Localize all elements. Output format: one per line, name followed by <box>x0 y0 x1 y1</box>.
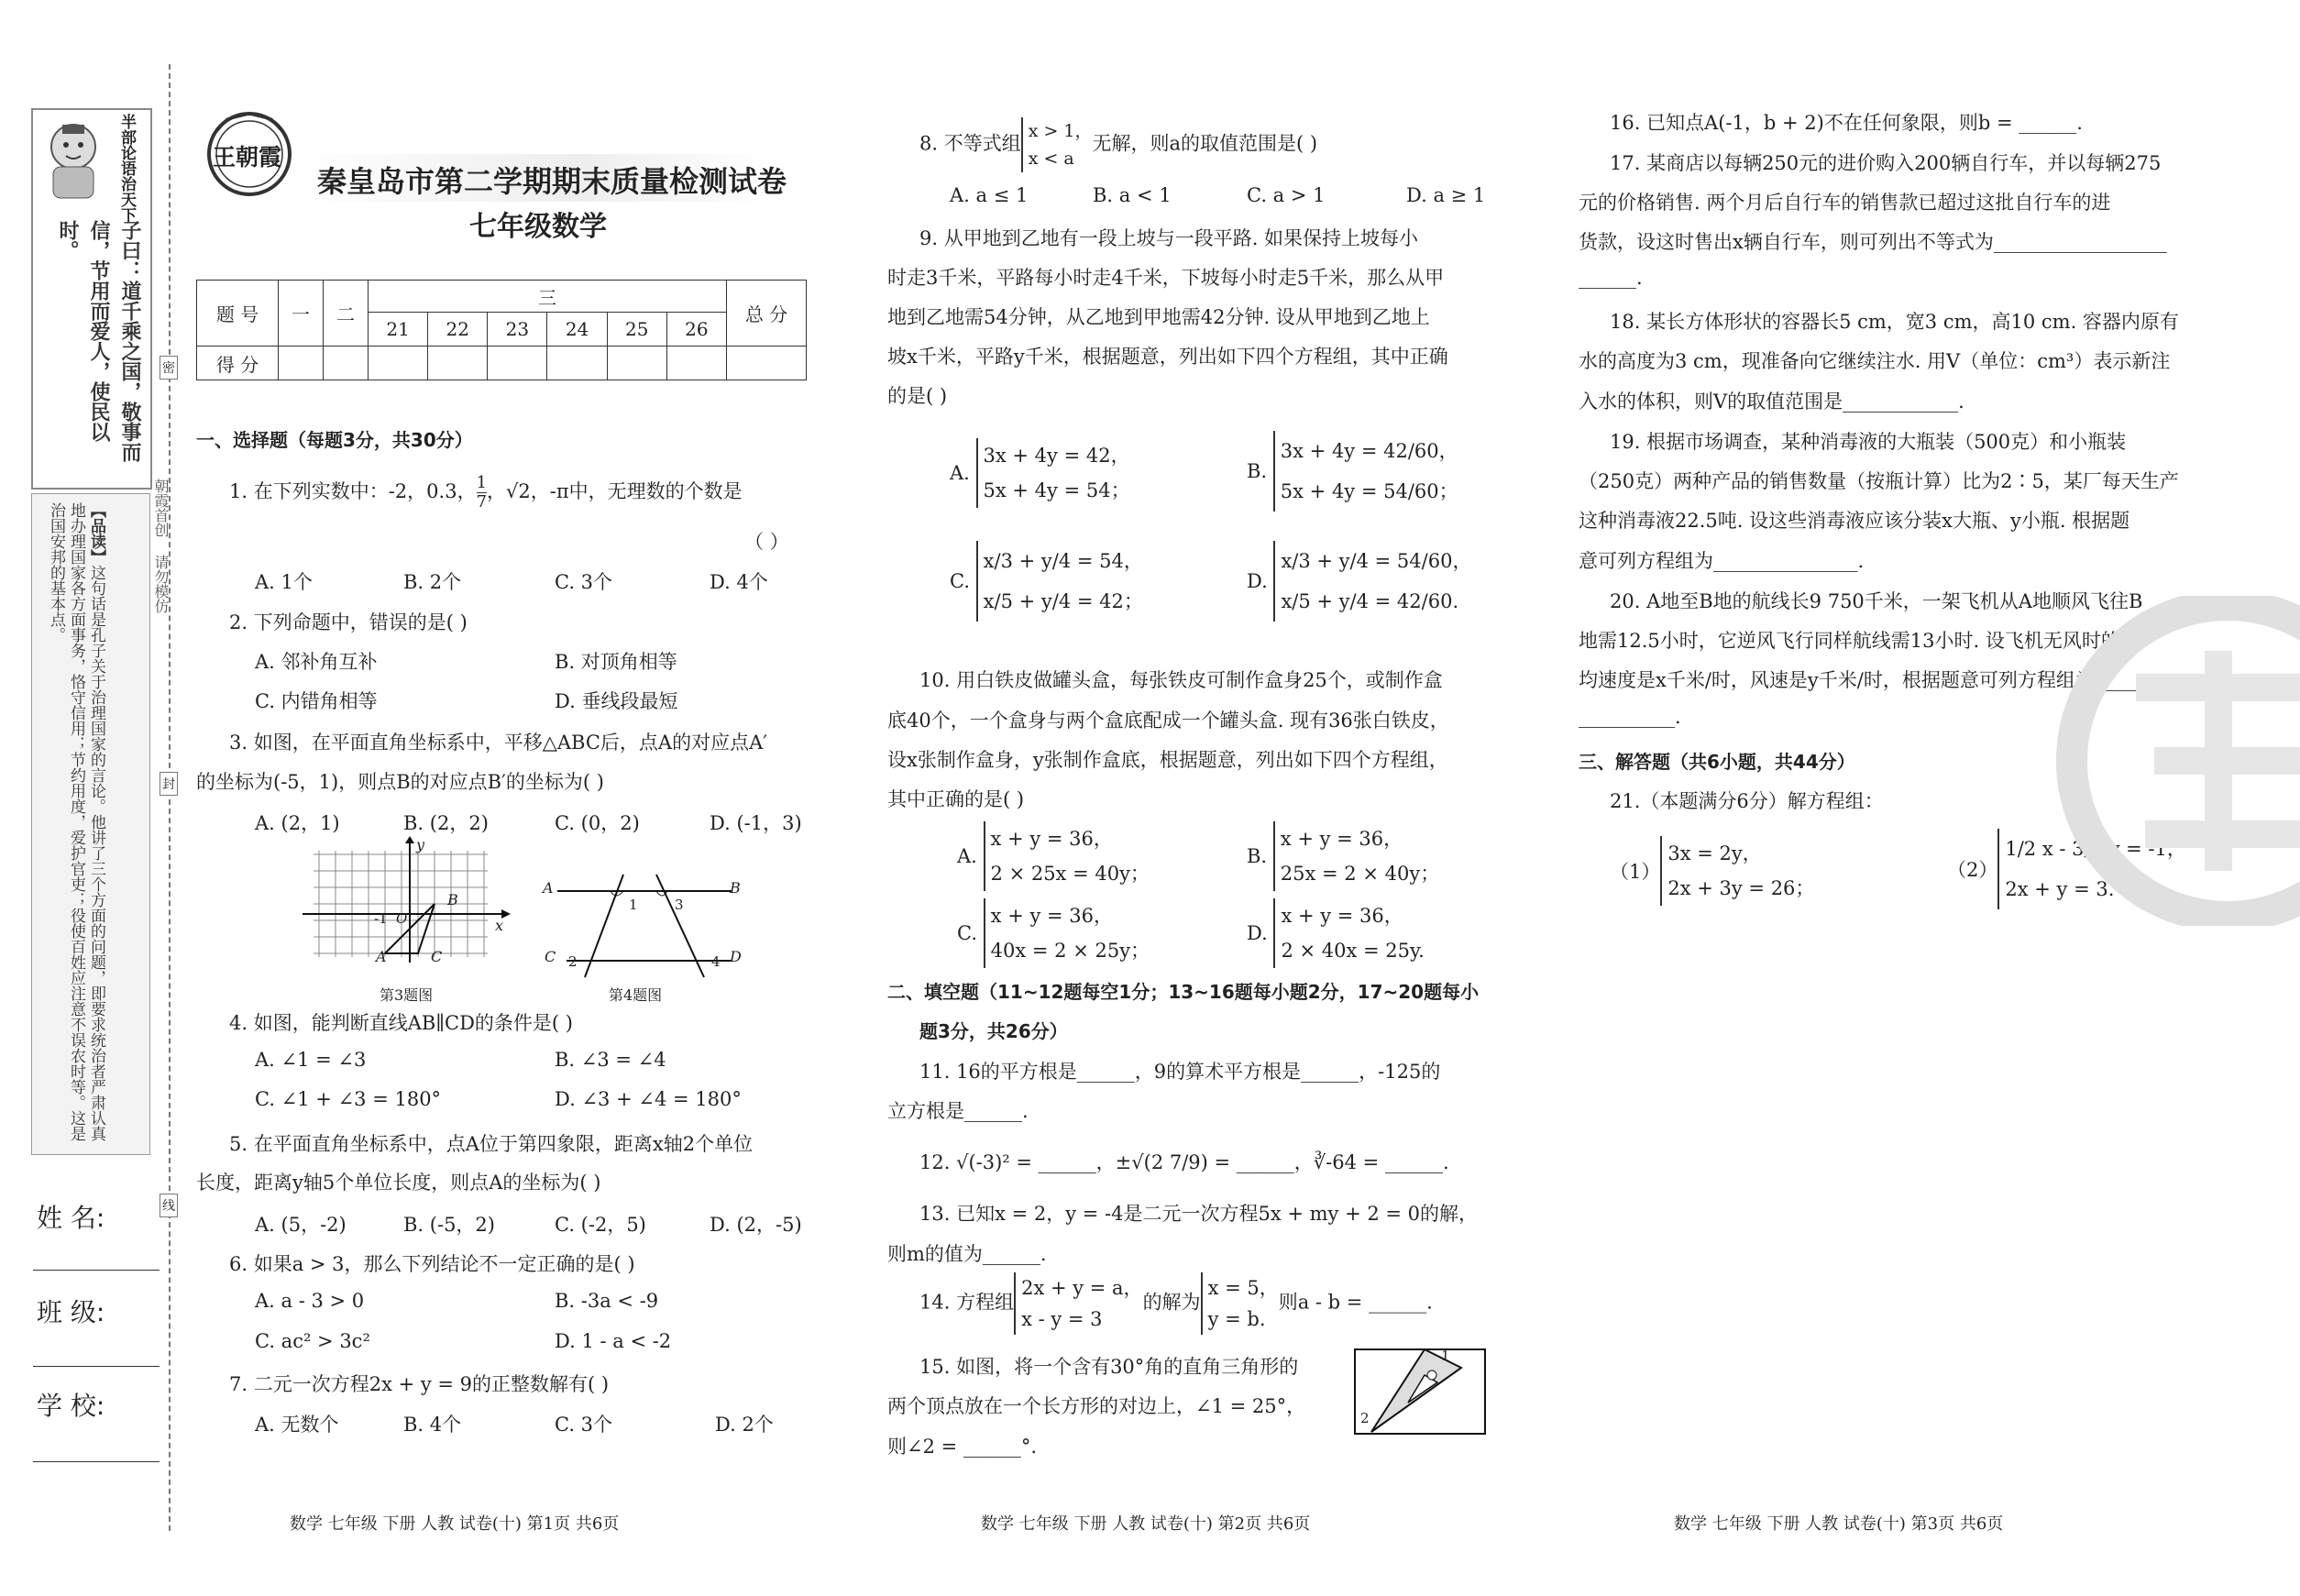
q8-option-a[interactable]: A. a ≤ 1 <box>950 184 1029 206</box>
exam-subtitle: 七年级数学 <box>469 211 607 243</box>
q4-option-d[interactable]: D. ∠3 + ∠4 = 180° <box>555 1088 742 1110</box>
q8-sys-line2: x < a <box>1028 149 1074 169</box>
score-cell[interactable] <box>547 347 607 380</box>
q18-line2: 水的高度为3 cm，现准备向它继续注水. 用V（单位：cm³）表示新注 <box>1579 350 2171 372</box>
q8-sys-line1: x > 1， <box>1028 121 1093 141</box>
q10-d-l2: 2 × 40x = 25y. <box>1281 940 1425 962</box>
q9-c-l1: x/3 + y/4 = 54， <box>983 550 1143 572</box>
score-cell[interactable] <box>369 347 428 380</box>
brand-note: 朝霞首创 请勿模仿 <box>152 479 170 613</box>
q10-option-a[interactable]: A. x + y = 36， 2 × 25x = 40y； <box>957 821 1150 891</box>
q9-b-l2: 5x + 4y = 54/60； <box>1280 480 1458 502</box>
q1-paren: （ ） <box>744 531 789 553</box>
score-num: 23 <box>488 313 547 347</box>
q10-line2: 底40个，一个盒身与两个盒底配成一个罐头盒. 现有36张白铁皮， <box>887 710 1449 732</box>
section2-heading-l2: 题3分，共26分） <box>919 1020 1068 1042</box>
q10-c-l2: 40x = 2 × 25y； <box>990 940 1150 962</box>
fig4-label-a: A <box>543 879 554 897</box>
q5-option-b[interactable]: B. (-5，2) <box>403 1214 495 1236</box>
score-cell[interactable] <box>607 347 666 380</box>
q7-option-d[interactable]: D. 2个 <box>715 1414 774 1436</box>
q9-option-c[interactable]: C. x/3 + y/4 = 54， x/5 + y/4 = 42； <box>950 541 1143 622</box>
q15-line2: 两个顶点放在一个长方形的对边上，∠1 = 25°， <box>887 1395 1306 1417</box>
score-cell[interactable] <box>488 347 547 380</box>
q20-line1: 20. A地至B地的航线长9 750千米，一架飞机从A地顺风飞往B <box>1610 590 2143 612</box>
q9-d-l2: x/5 + y/4 = 42/60. <box>1281 590 1459 612</box>
score-num: 21 <box>369 313 428 347</box>
fig3-label-x: x <box>495 917 504 934</box>
school-line[interactable] <box>33 1461 160 1462</box>
q14-pre: 14. 方程组 <box>919 1291 1015 1314</box>
logo-text: 王朝霞 <box>213 144 282 171</box>
q11-line1: 11. 16的平方根是______，9的算术平方根是______，-125的 <box>919 1061 1441 1083</box>
fig3-label-o: O <box>396 910 408 927</box>
q12-text: 12. √(-3)² = ______，±√(2 7/9) = ______，∛-64 = ______. <box>919 1151 1449 1173</box>
q2-text: 2. 下列命题中，错误的是( ) <box>229 611 468 633</box>
q7-option-a[interactable]: A. 无数个 <box>255 1414 339 1436</box>
binding-cut-line <box>169 64 171 1531</box>
q9-a-l1: 3x + 4y = 42， <box>983 445 1130 467</box>
score-cell[interactable] <box>324 347 369 380</box>
exam-title: 秦皇岛市第二学期期末质量检测试卷 <box>317 164 787 199</box>
q9-d-l1: x/3 + y/4 = 54/60， <box>1281 550 1472 572</box>
q20-line2: 地需12.5小时，它逆风飞行同样航线需13小时. 设飞机无风时的平 <box>1579 630 2140 652</box>
score-col-total: 总 分 <box>727 281 807 347</box>
watermark-seal-icon <box>2026 596 2300 926</box>
reading-label: 【品读】 <box>87 502 105 565</box>
score-num: 24 <box>547 313 607 347</box>
q9-option-a[interactable]: A. 3x + 4y = 42， 5x + 4y = 54； <box>950 438 1130 508</box>
q9-line3: 地到乙地需54分钟，从乙地到甲地需42分钟. 设从甲地到乙地上 <box>887 306 1430 328</box>
name-label: 姓 名: <box>37 1203 105 1233</box>
q11-line2: 立方根是______. <box>887 1100 1029 1122</box>
q2-option-b[interactable]: B. 对顶角相等 <box>555 651 677 673</box>
q3-option-a[interactable]: A. (2，1) <box>255 812 340 834</box>
q10-line4: 其中正确的是( ) <box>887 788 1025 810</box>
q9-b-system <box>1273 431 1458 512</box>
q21-part1 <box>1610 836 1814 906</box>
q1-text <box>229 474 743 512</box>
q14-sol-l1: x = 5， <box>1207 1277 1279 1299</box>
q7-option-b[interactable]: B. 4个 <box>403 1414 462 1436</box>
fig15-angle-1: 1 <box>1441 1348 1450 1364</box>
reading-text <box>46 502 106 1144</box>
q21-1-l2: 2x + 3y = 26； <box>1667 877 1815 899</box>
q1-frac-num: 1 <box>476 473 488 492</box>
q10-option-c[interactable]: C. x + y = 36， 40x = 2 × 25y； <box>957 898 1150 968</box>
q1-option-d[interactable]: D. 4个 <box>710 571 768 593</box>
q16-text: 16. 已知点A(-1，b + 2)不在任何象限，则b = ______. <box>1610 112 2083 134</box>
q14-mid: 的解为 <box>1142 1291 1201 1314</box>
q13-line2: 则m的值为______. <box>887 1243 1047 1265</box>
q9-line2: 时走3千米，平路每小时走4千米，下坡每小时走5千米，那么从甲 <box>887 267 1445 289</box>
q7-option-c[interactable]: C. 3个 <box>555 1414 613 1436</box>
q1-option-b[interactable]: B. 2个 <box>403 571 462 593</box>
fig4-angle-4: 4 <box>711 953 721 970</box>
q10-d-system <box>1273 898 1424 968</box>
seal-mark-2: 封 <box>160 772 178 796</box>
q9-line4: 坡x千米，平路y千米，根据题意，列出如下四个方程组，其中正确 <box>887 346 1448 368</box>
q6-text: 6. 如果a > 3，那么下列结论不一定正确的是( ) <box>229 1253 635 1275</box>
fig4-angle-1: 1 <box>629 897 638 913</box>
q17-line1: 17. 某商店以每辆250元的进价购入200辆自行车，并以每辆275 <box>1610 152 2162 174</box>
q18-line1: 18. 某长方体形状的容器长5 cm，宽3 cm，高10 cm. 容器内原有 <box>1610 311 2179 333</box>
fig3-label-a: A <box>376 948 387 965</box>
q10-option-d[interactable]: D. x + y = 36， 2 × 40x = 25y. <box>1247 898 1425 968</box>
fig3-caption: 第3题图 <box>380 986 434 1004</box>
q21-2-label: （2） <box>1947 859 1998 881</box>
q4-option-b[interactable]: B. ∠3 = ∠4 <box>555 1049 666 1071</box>
q19-line3: 这种消毒液22.5吨. 设这些消毒液应该分装x大瓶、y小瓶. 根据题 <box>1579 510 2130 532</box>
q14-sys-l1: 2x + y = a， <box>1021 1277 1143 1299</box>
q10-a-l1: x + y = 36， <box>990 828 1113 850</box>
fig4-label-d: D <box>730 948 742 965</box>
q10-d-l1: x + y = 36， <box>1281 905 1403 927</box>
class-line[interactable] <box>33 1366 160 1367</box>
q10-c-system <box>984 898 1150 968</box>
section3-heading: 三、解答题（共6小题，共44分） <box>1579 751 1855 773</box>
q9-b-l1: 3x + 4y = 42/60， <box>1280 440 1458 462</box>
q3-line2: 的坐标为(-5，1)，则点B的对应点B′的坐标为( ) <box>196 771 604 793</box>
q8-option-b[interactable]: B. a < 1 <box>1093 184 1172 206</box>
q5-option-a[interactable]: A. (5，-2) <box>255 1214 347 1236</box>
q9-c-l2: x/5 + y/4 = 42； <box>983 590 1143 612</box>
footer-page3: 数学 七年级 下册 人教 试卷(十) 第3页 共6页 <box>1674 1514 2004 1534</box>
score-cell[interactable] <box>279 347 324 380</box>
q1-rest: ，√2，-π中，无理数的个数是 <box>487 480 743 502</box>
q1-fraction <box>477 474 487 512</box>
q5-option-d[interactable]: D. (2，-5) <box>710 1214 802 1236</box>
q1-frac-den: 7 <box>476 492 488 512</box>
class-label: 班 级: <box>37 1297 105 1327</box>
cartoon-avatar <box>35 112 112 204</box>
q9-d-system <box>1273 541 1471 622</box>
q14-sys-l2: x - y = 3 <box>1021 1308 1103 1330</box>
q14-post: 则a - b = ______. <box>1278 1291 1433 1314</box>
q14-system <box>1014 1272 1142 1335</box>
q4-option-a[interactable]: A. ∠1 = ∠3 <box>255 1049 367 1071</box>
q10-b-l2: 25x = 2 × 40y； <box>1280 863 1440 885</box>
q10-b-l1: x + y = 36， <box>1280 828 1403 850</box>
fig15-angle-2: 2 <box>1360 1410 1370 1426</box>
q6-option-d[interactable]: D. 1 - a < -2 <box>555 1330 672 1352</box>
q17-line2: 元的价格销售. 两个月后自行车的销售款已超过这批自行车的进 <box>1579 192 2111 214</box>
q10-line1: 10. 用白铁皮做罐头盒，每张铁皮可制作盒身25个，或制作盒 <box>919 669 1443 691</box>
q7-text: 7. 二元一次方程2x + y = 9的正整数解有( ) <box>229 1373 610 1395</box>
q10-option-b[interactable]: B. x + y = 36， 25x = 2 × 40y； <box>1247 821 1439 891</box>
q2-option-a[interactable]: A. 邻补角互补 <box>255 651 378 673</box>
q8-pre: 8. 不等式组 <box>919 132 1021 155</box>
fig4-label-b: B <box>730 879 741 897</box>
q10-line3: 设x张制作盒身，y张制作盒底，根据题意，列出如下四个方程组， <box>887 749 1448 771</box>
q10-a-system <box>984 821 1150 891</box>
footer-page1: 数学 七年级 下册 人教 试卷(十) 第1页 共6页 <box>290 1514 620 1534</box>
confucius-quote: 子曰：道千乘之国，敬事而信，节用而爱人，使民以时。 <box>56 220 141 462</box>
score-col-one: 一 <box>279 281 324 347</box>
q8-option-d[interactable]: D. a ≥ 1 <box>1406 184 1486 206</box>
fig3-label-c: C <box>431 948 443 965</box>
q15-line3: 则∠2 = ______°. <box>887 1436 1038 1458</box>
q2-option-c[interactable]: C. 内错角相等 <box>255 690 378 712</box>
q3-line1: 3. 如图，在平面直角坐标系中，平移△ABC后，点A的对应点A′ <box>229 732 768 754</box>
q3-option-c[interactable]: C. (0，2) <box>555 812 640 834</box>
score-header-label: 题 号 <box>197 281 279 347</box>
q18-line3: 入水的体积，则V的取值范围是____________. <box>1579 391 1964 413</box>
score-col-two: 二 <box>324 281 369 347</box>
q21-1-label: （1） <box>1610 861 1661 883</box>
figure-15-triangle <box>1353 1348 1489 1436</box>
section2-heading-l1: 二、填空题（11~12题每空1分；13~16题每小题2分，17~20题每小 <box>887 981 1480 1003</box>
q17-line4: ______. <box>1579 267 1643 289</box>
name-line[interactable] <box>33 1270 160 1271</box>
q4-option-c[interactable]: C. ∠1 + ∠3 = 180° <box>255 1088 442 1110</box>
q9-c-system <box>976 541 1143 622</box>
motto-small: 半部论语治天下 <box>117 114 136 223</box>
score-table <box>196 280 807 380</box>
q8-post: 无解，则a的取值范围是( ) <box>1092 132 1318 155</box>
q10-b-system <box>1273 821 1439 891</box>
q21-1-system <box>1660 836 1814 906</box>
figure-3-grid <box>295 836 515 974</box>
q6-option-b[interactable]: B. -3a < -9 <box>555 1290 659 1312</box>
q21-2-l1: 1/2 x - 3/2 y = -1， <box>2005 838 2186 860</box>
q9-a-system <box>976 438 1130 508</box>
q19-line1: 19. 根据市场调查，某种消毒液的大瓶装（500克）和小瓶装 <box>1610 431 2127 453</box>
q1-option-a[interactable]: A. 1个 <box>255 571 313 593</box>
q10-a-l2: 2 × 25x = 40y； <box>990 863 1150 885</box>
fig4-label-c: C <box>545 948 556 965</box>
section1-heading: 一、选择题（每题3分，共30分） <box>196 429 473 451</box>
score-num: 25 <box>607 313 666 347</box>
fig4-caption: 第4题图 <box>609 986 663 1004</box>
q1-start: 1. 在下列实数中：-2，0.3， <box>229 480 477 502</box>
seal-mark-3: 线 <box>160 1194 178 1217</box>
q6-option-c[interactable]: C. ac² > 3c² <box>255 1330 370 1352</box>
fig3-label-b: B <box>447 891 458 908</box>
q21-text: 21.（本题满分6分）解方程组： <box>1610 790 1884 812</box>
fig4-angle-2: 2 <box>568 953 578 970</box>
score-cell[interactable] <box>727 347 807 380</box>
school-label: 学 校: <box>37 1391 105 1421</box>
q9-a-l2: 5x + 4y = 54； <box>983 479 1130 501</box>
score-num: 26 <box>666 313 726 347</box>
q6-option-a[interactable]: A. a - 3 > 0 <box>255 1290 365 1312</box>
q9-option-b[interactable]: B. 3x + 4y = 42/60， 5x + 4y = 54/60； <box>1247 431 1458 512</box>
q19-line4: 意可列方程组为_______________. <box>1579 550 1865 572</box>
q21-2-l2: 2x + y = 3. <box>2005 878 2115 900</box>
score-cell[interactable] <box>428 347 488 380</box>
q13-line1: 13. 已知x = 2，y = -4是二元一次方程5x + my + 2 = 0的解， <box>919 1203 1479 1225</box>
seal-mark-1: 密 <box>160 356 178 380</box>
q3-option-b[interactable]: B. (2，2) <box>403 812 489 834</box>
q8-option-c[interactable]: C. a > 1 <box>1247 184 1326 206</box>
score-row-label: 得 分 <box>197 347 279 380</box>
q3-option-d[interactable]: D. (-1，3) <box>710 812 802 834</box>
q21-1-l1: 3x = 2y， <box>1667 842 1762 864</box>
q14-solution <box>1201 1272 1279 1335</box>
fig3-label-y: y <box>416 836 425 853</box>
q5-option-c[interactable]: C. (-2，5) <box>555 1214 646 1236</box>
q5-line2: 长度，距离y轴5个单位长度，则点A的坐标为( ) <box>196 1172 601 1194</box>
reading-body: 这句话是孔子关于治理国家的言论。他讲了三个方面的问题，即要求统治者严肃认真地办理国家各方面事务，恪守信用；节约用度，爱护官吏；役使百姓应注意不误农时等。这是治国安邦的基本点。 <box>47 502 105 1141</box>
q17-line3: 货款，设这时售出x辆自行车，则可列出不等式为__________________ <box>1579 231 2167 253</box>
q8-system <box>1021 117 1093 172</box>
q5-line1: 5. 在平面直角坐标系中，点A位于第四象限，距离x轴2个单位 <box>229 1133 754 1155</box>
score-num: 22 <box>428 313 488 347</box>
q4-text: 4. 如图，能判断直线AB∥CD的条件是( ) <box>229 1012 573 1034</box>
q14-sol-l2: y = b. <box>1207 1308 1266 1330</box>
q20-line3: 均速度是x千米/时，风速是y千米/时，根据题意可列方程组为_____ <box>1579 669 2143 691</box>
q8-text <box>919 117 1317 172</box>
fig4-angle-3: 3 <box>675 897 684 913</box>
q2-option-d[interactable]: D. 垂线段最短 <box>555 690 678 712</box>
q20-line4: __________. <box>1579 706 1681 728</box>
q9-option-d[interactable]: D. x/3 + y/4 = 54/60， x/5 + y/4 = 42/60. <box>1247 541 1471 622</box>
score-col-three: 三 <box>369 281 727 313</box>
q15-line1: 15. 如图，将一个含有30°角的直角三角形的 <box>919 1356 1299 1378</box>
q19-line2: （250克）两种产品的销售数量（按瓶计算）比为2∶5，某厂每天生产 <box>1579 470 2179 492</box>
score-cell[interactable] <box>666 347 726 380</box>
q10-c-l1: x + y = 36， <box>990 905 1113 927</box>
q1-option-c[interactable]: C. 3个 <box>555 571 613 593</box>
q9-line1: 9. 从甲地到乙地有一段上坡与一段平路. 如果保持上坡每小 <box>919 227 1419 249</box>
q9-line5: 的是( ) <box>887 385 948 407</box>
fig3-label-neg1: -1 <box>374 910 388 927</box>
footer-page2: 数学 七年级 下册 人教 试卷(十) 第2页 共6页 <box>981 1514 1311 1534</box>
q14-text <box>919 1272 1433 1335</box>
